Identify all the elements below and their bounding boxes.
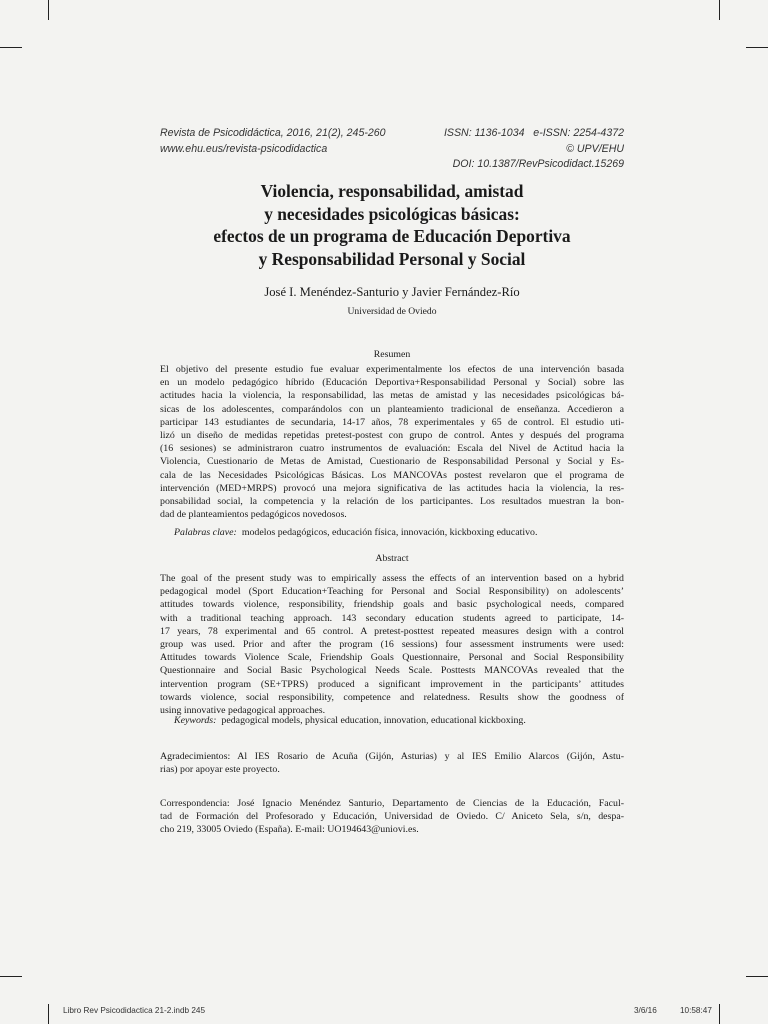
affiliation: Universidad de Oviedo: [347, 306, 437, 317]
abstract-text: [160, 572, 624, 717]
crop-mark: [48, 1004, 49, 1024]
acknowledgements: [160, 750, 624, 776]
crop-mark: [719, 1004, 720, 1024]
doi: DOI: 10.1387/RevPsicodidact.15269: [452, 158, 624, 170]
crop-mark: [746, 976, 768, 977]
authors: José I. Menéndez-Santurio y Javier Fernández-Río: [264, 285, 520, 299]
title-line: y Responsabilidad Personal y Social: [258, 248, 526, 269]
journal-reference: Revista de Psicodidáctica, 2016, 21(2), 245-260: [160, 127, 386, 139]
journal-website: www.ehu.eus/revista-psicodidactica: [160, 142, 328, 155]
text-line: pedagogical model (Sport Education+Teaching for Personal and Social Responsibility) on adolescents’: [160, 586, 624, 598]
text-line: Questionnaire and Social Basic Psychological Needs Scale. Posttests MANCOVAs revealed that the: [160, 665, 624, 677]
text-line: sicas de los adolescentes, comparándolos con un planteamiento tradicional de enseñanza. Accedieron a: [160, 403, 624, 415]
text-line: El objetivo del presente estudio fue evaluar experimentalmente los efectos de una intervención basada: [160, 364, 624, 375]
crop-mark: [746, 47, 768, 48]
article-title: [160, 180, 624, 270]
text-line: using innovative pedagogical approaches.: [160, 705, 326, 717]
text-line: cala de las Necesidades Psicológicas Básicas. Los MANCOVAs postest revelaron que el programa de: [160, 469, 624, 481]
text-line: Correspondencia: José Ignacio Menéndez Santurio, Departamento de Ciencias de la Educación, Facul-: [160, 798, 624, 809]
keywords-label: Palabras clave:: [174, 527, 237, 538]
text-line: intervención (MED+MRPS) provocó una mejora significativa de las actitudes hacia la violencia, la res-: [160, 482, 624, 494]
text-line: rias) por apoyar este proyecto.: [160, 764, 280, 776]
title-line: Violencia, responsabilidad, amistad: [260, 181, 524, 201]
text-line: Violencia, Cuestionario de Metas de Amistad, Cuestionario de Responsabilidad Personal y Social y Es-: [160, 456, 624, 468]
keywords-text: pedagogical models, physical education, innovation, educational kickboxing.: [221, 715, 526, 726]
text-line: (16 sesiones) se administraron cuatro instrumentos de evaluación: Escala del Nivel de Actitud hacia la: [160, 443, 624, 455]
resumen-heading: Resumen: [373, 349, 411, 360]
issn: ISSN: 1136-1034 e-ISSN: 2254-4372: [443, 127, 624, 139]
text-line: with a traditional teaching approach. 143 secondary education students agreed to participate, 14-: [160, 612, 624, 624]
print-time: 10:58:47: [680, 1006, 712, 1015]
text-line: en un modelo pedagógico híbrido (Educación Deportiva+Responsabilidad Personal y Social) sobre las: [160, 377, 624, 389]
text-line: group was used. Prior and after the program (16 sessions) four assessment instruments were used:: [160, 639, 624, 651]
keywords-text: modelos pedagógicos, educación física, innovación, kickboxing educativo.: [241, 527, 538, 538]
text-line: attitudes towards violence, responsibility, friendship goals and basic psychological needs, compared: [160, 599, 624, 611]
crop-mark: [0, 47, 22, 48]
text-line: 17 years, 78 experimental and 65 control. A pretest-posttest repeated measures design with a control: [160, 625, 624, 637]
text-line: participar 143 estudiantes de secundaria, 14-17 años, 78 experimentales y 65 de control. El estudio uti-: [160, 416, 624, 428]
title-line: y necesidades psicológicas básicas:: [264, 203, 520, 224]
text-line: Attitudes towards Violence Scale, Friendship Goals Questionnaire, Personal and Social Responsibility: [160, 652, 624, 664]
crop-mark: [0, 976, 22, 977]
abstract-heading: Abstract: [375, 553, 409, 564]
resumen-keywords: [174, 527, 624, 538]
crop-mark: [719, 0, 720, 20]
print-file-info: Libro Rev Psicodidactica 21-2.indb 245: [63, 1006, 206, 1015]
text-line: intervention program (SE+TPRS) produced a significant improvement in the participants’ attitudes: [160, 678, 624, 690]
text-line: lizó un diseño de medidas repetidas pretest-postest con grupo de control. Antes y después del programa: [160, 430, 624, 442]
copyright: © UPV/EHU: [566, 142, 624, 155]
text-line: tad de Formación del Profesorado y Educación, Universidad de Oviedo. C/ Aniceto Sela, s/n, despa-: [160, 811, 624, 823]
resumen-text: [160, 363, 624, 521]
text-line: dad de planteamientos pedagógicos novedosos.: [160, 509, 347, 521]
print-date: 3/6/16: [634, 1006, 657, 1015]
text-line: cho 219, 33005 Oviedo (España). E-mail: UO194643@uniovi.es.: [160, 824, 419, 836]
title-line: efectos de un programa de Educación Deportiva: [213, 226, 571, 246]
correspondence: [160, 797, 624, 837]
journal-header: [160, 126, 624, 173]
abstract-keywords: [174, 715, 624, 726]
text-line: Agradecimientos: Al IES Rosario de Acuña (Gijón, Asturias) y al IES Emilio Alarcos (Gijón, Astu-: [160, 751, 624, 762]
text-line: towards violence, social responsibility, competence and relatedness. Results show the goodness of: [160, 691, 624, 703]
text-line: ponsabilidad social, la competencia y la relación de los participantes. Los resultados muestran la bon-: [160, 496, 624, 508]
text-line: actitudes hacia la violencia, la responsabilidad, las metas de amistad y las necesidades psicológicas bá-: [160, 390, 624, 402]
text-line: The goal of the present study was to empirically assess the effects of an intervention based on a hybrid: [160, 573, 624, 584]
crop-mark: [48, 0, 49, 20]
keywords-label: Keywords:: [174, 715, 217, 726]
